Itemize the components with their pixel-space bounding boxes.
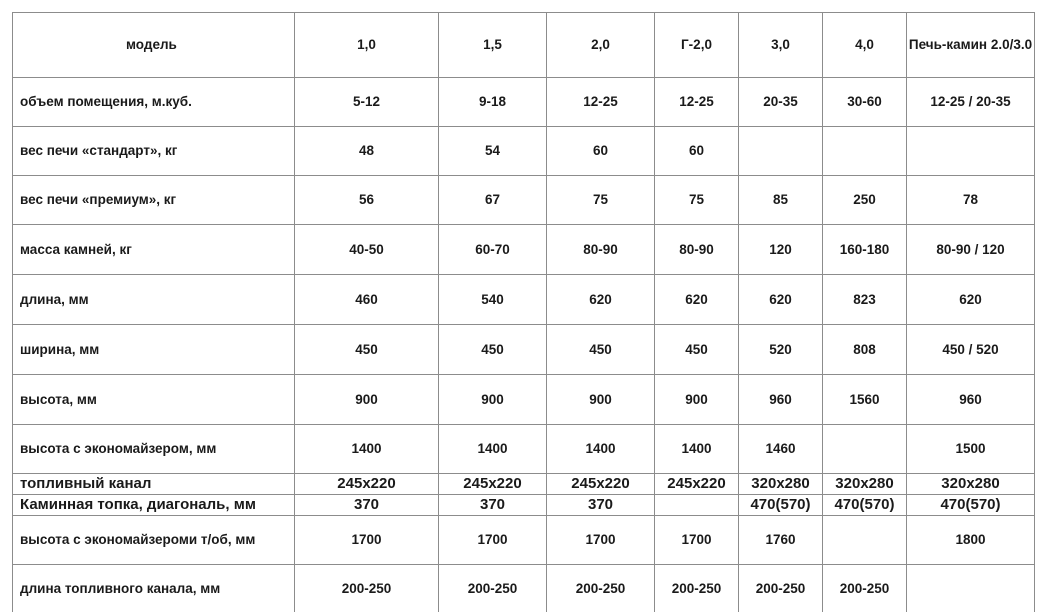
table-cell: 200-250 bbox=[655, 565, 739, 613]
table-cell: 245x220 bbox=[655, 474, 739, 495]
table-cell: 48 bbox=[295, 127, 439, 176]
header-cell-model: модель bbox=[13, 13, 295, 78]
table-cell: 450 / 520 bbox=[907, 325, 1035, 375]
table-cell: 1560 bbox=[823, 375, 907, 425]
table-cell: 60 bbox=[547, 127, 655, 176]
table-cell: 370 bbox=[547, 495, 655, 516]
header-cell: 2,0 bbox=[547, 13, 655, 78]
row-label: Каминная топка, диагональ, мм bbox=[13, 495, 295, 516]
table-cell: 1700 bbox=[295, 516, 439, 565]
header-cell: 1,5 bbox=[439, 13, 547, 78]
table-cell: 78 bbox=[907, 176, 1035, 225]
table-row bbox=[13, 565, 1035, 613]
table-cell: 520 bbox=[739, 325, 823, 375]
table-cell: 85 bbox=[739, 176, 823, 225]
table-cell: 900 bbox=[439, 375, 547, 425]
table-cell: 200-250 bbox=[439, 565, 547, 613]
table-cell: 75 bbox=[655, 176, 739, 225]
table-cell: 1500 bbox=[907, 425, 1035, 474]
table-row bbox=[13, 225, 1035, 275]
table-cell: 900 bbox=[655, 375, 739, 425]
table-cell: 60 bbox=[655, 127, 739, 176]
table-cell: 1400 bbox=[655, 425, 739, 474]
table-cell: 620 bbox=[655, 275, 739, 325]
table-cell: 1760 bbox=[739, 516, 823, 565]
header-cell: Г-2,0 bbox=[655, 13, 739, 78]
table-cell: 450 bbox=[655, 325, 739, 375]
table-cell: 200-250 bbox=[823, 565, 907, 613]
table-cell: 120 bbox=[739, 225, 823, 275]
header-cell: 4,0 bbox=[823, 13, 907, 78]
table-cell: 900 bbox=[547, 375, 655, 425]
table-cell: 12-25 / 20-35 bbox=[907, 78, 1035, 127]
table-row bbox=[13, 375, 1035, 425]
table-cell: 245x220 bbox=[295, 474, 439, 495]
table-cell: 1400 bbox=[295, 425, 439, 474]
row-label: длина, мм bbox=[13, 275, 295, 325]
table-cell: 470(570) bbox=[739, 495, 823, 516]
table-cell: 200-250 bbox=[739, 565, 823, 613]
table-row bbox=[13, 78, 1035, 127]
row-label: высота с экономайзероми т/об, мм bbox=[13, 516, 295, 565]
table-cell: 320x280 bbox=[907, 474, 1035, 495]
table-cell bbox=[823, 425, 907, 474]
table-cell: 40-50 bbox=[295, 225, 439, 275]
table-cell: 823 bbox=[823, 275, 907, 325]
table-cell: 900 bbox=[295, 375, 439, 425]
table-row bbox=[13, 495, 1035, 516]
table-cell: 80-90 bbox=[655, 225, 739, 275]
table-row bbox=[13, 474, 1035, 495]
header-row bbox=[13, 13, 1035, 78]
table-cell bbox=[907, 565, 1035, 613]
table-cell: 1700 bbox=[439, 516, 547, 565]
table-row bbox=[13, 325, 1035, 375]
table-cell: 370 bbox=[295, 495, 439, 516]
table-cell: 1800 bbox=[907, 516, 1035, 565]
table-cell: 320x280 bbox=[823, 474, 907, 495]
table-cell: 12-25 bbox=[655, 78, 739, 127]
table-cell: 1460 bbox=[739, 425, 823, 474]
table-cell: 250 bbox=[823, 176, 907, 225]
table-cell: 460 bbox=[295, 275, 439, 325]
header-cell: Печь-камин 2.0/3.0 bbox=[907, 13, 1035, 78]
table-cell: 9-18 bbox=[439, 78, 547, 127]
header-cell: 1,0 bbox=[295, 13, 439, 78]
table-cell bbox=[823, 127, 907, 176]
table-cell: 75 bbox=[547, 176, 655, 225]
table-cell: 320x280 bbox=[739, 474, 823, 495]
table-cell: 56 bbox=[295, 176, 439, 225]
table-cell: 540 bbox=[439, 275, 547, 325]
table-cell: 30-60 bbox=[823, 78, 907, 127]
table-row bbox=[13, 516, 1035, 565]
table-cell: 960 bbox=[907, 375, 1035, 425]
row-label: ширина, мм bbox=[13, 325, 295, 375]
table-row bbox=[13, 176, 1035, 225]
header-cell: 3,0 bbox=[739, 13, 823, 78]
table-cell: 620 bbox=[739, 275, 823, 325]
table-cell: 370 bbox=[439, 495, 547, 516]
table-cell: 1700 bbox=[547, 516, 655, 565]
table-cell: 60-70 bbox=[439, 225, 547, 275]
table-cell: 80-90 bbox=[547, 225, 655, 275]
row-label: вес печи «стандарт», кг bbox=[13, 127, 295, 176]
row-label: вес печи «премиум», кг bbox=[13, 176, 295, 225]
table-cell bbox=[823, 516, 907, 565]
table-cell: 245x220 bbox=[547, 474, 655, 495]
table-cell: 80-90 / 120 bbox=[907, 225, 1035, 275]
row-label: длина топливного канала, мм bbox=[13, 565, 295, 613]
table-row bbox=[13, 425, 1035, 474]
table-cell: 54 bbox=[439, 127, 547, 176]
table-row bbox=[13, 275, 1035, 325]
row-label: высота с экономайзером, мм bbox=[13, 425, 295, 474]
specs-table bbox=[12, 12, 1035, 612]
table-cell bbox=[907, 127, 1035, 176]
table-cell bbox=[739, 127, 823, 176]
table-cell: 1400 bbox=[439, 425, 547, 474]
table-cell: 12-25 bbox=[547, 78, 655, 127]
row-label: масса камней, кг bbox=[13, 225, 295, 275]
row-label: топливный канал bbox=[13, 474, 295, 495]
table-cell bbox=[655, 495, 739, 516]
table-cell: 620 bbox=[907, 275, 1035, 325]
table-cell: 470(570) bbox=[823, 495, 907, 516]
row-label: объем помещения, м.куб. bbox=[13, 78, 295, 127]
table-cell: 1700 bbox=[655, 516, 739, 565]
table-cell: 67 bbox=[439, 176, 547, 225]
table-cell: 1400 bbox=[547, 425, 655, 474]
table-cell: 200-250 bbox=[295, 565, 439, 613]
table-cell: 620 bbox=[547, 275, 655, 325]
table-cell: 5-12 bbox=[295, 78, 439, 127]
table-cell: 160-180 bbox=[823, 225, 907, 275]
table-cell: 470(570) bbox=[907, 495, 1035, 516]
table-cell: 245x220 bbox=[439, 474, 547, 495]
table-cell: 960 bbox=[739, 375, 823, 425]
table-cell: 450 bbox=[547, 325, 655, 375]
row-label: высота, мм bbox=[13, 375, 295, 425]
table-row bbox=[13, 127, 1035, 176]
table-cell: 450 bbox=[295, 325, 439, 375]
table-cell: 200-250 bbox=[547, 565, 655, 613]
table-cell: 450 bbox=[439, 325, 547, 375]
table-cell: 20-35 bbox=[739, 78, 823, 127]
table-cell: 808 bbox=[823, 325, 907, 375]
